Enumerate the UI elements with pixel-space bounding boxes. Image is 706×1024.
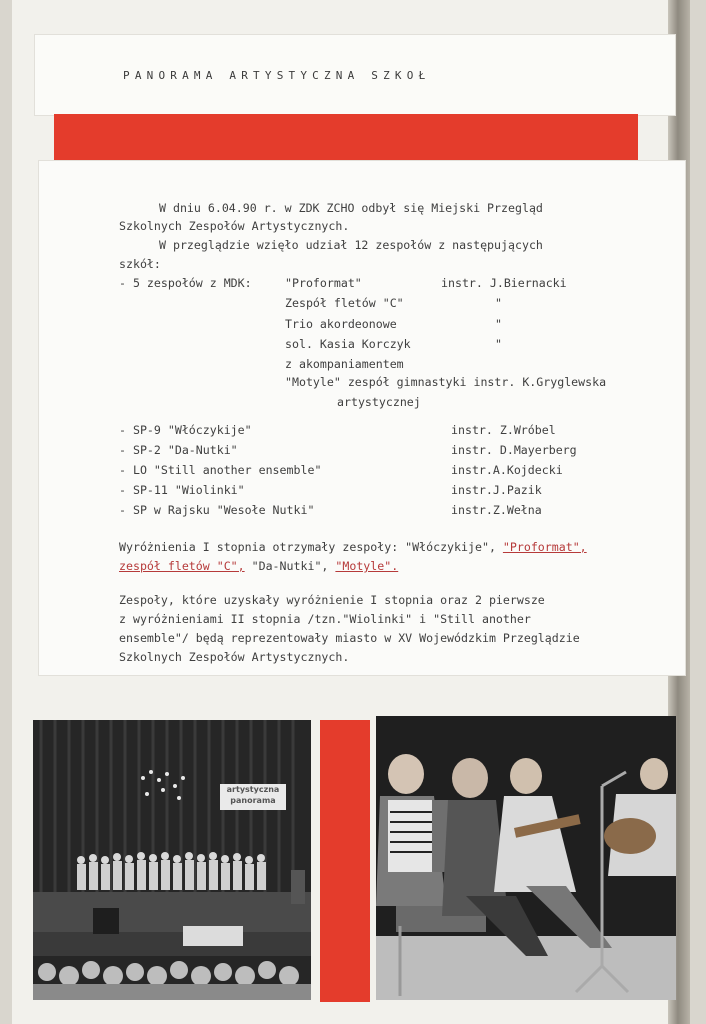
school-instr: instr. D.Mayerberg bbox=[451, 443, 577, 457]
awards-line-1 bbox=[119, 540, 587, 554]
photo-musicians bbox=[376, 716, 676, 1000]
stage-choir-image bbox=[33, 720, 311, 1000]
school-name: - SP w Rajsku "Wesołe Nutki" bbox=[119, 503, 315, 517]
typed-letter bbox=[38, 160, 686, 676]
letter-line: W przeglądzie wzięło udział 12 zespołów z następujących bbox=[159, 238, 543, 252]
red-decorative-band bbox=[54, 114, 638, 160]
letter-line: Szkolnych Zespołów Artystycznych. bbox=[119, 650, 350, 664]
page-title: PANORAMA ARTYSTYCZNA SZKOŁ bbox=[123, 69, 431, 82]
mdk-group-name: artystycznej bbox=[337, 395, 421, 409]
school-name: - LO "Still another ensemble" bbox=[119, 463, 322, 477]
awards-underlined: "Motyle". bbox=[335, 559, 399, 573]
letter-line: szkół: bbox=[119, 257, 161, 271]
mdk-group-name: sol. Kasia Korczyk bbox=[285, 337, 411, 351]
artystyczna-panorama-sign bbox=[220, 784, 286, 810]
sign-line-2: panorama bbox=[230, 796, 276, 805]
school-instr: instr. Z.Wróbel bbox=[451, 423, 556, 437]
school-name: - SP-9 "Włóczykije" bbox=[119, 423, 252, 437]
photo-stage-choir bbox=[33, 720, 311, 1000]
ditto-mark: " bbox=[495, 317, 502, 331]
ditto-mark: " bbox=[495, 337, 502, 351]
letter-line: Zespoły, które uzyskały wyróżnienie I stopnia oraz 2 pierwsze bbox=[119, 593, 545, 607]
letter-line: W dniu 6.04.90 r. w ZDK ZCHO odbył się Miejski Przegląd bbox=[159, 201, 543, 215]
mdk-group-instr: instr. J.Biernacki bbox=[441, 276, 567, 290]
awards-underlined: "Proformat", bbox=[502, 540, 587, 554]
letter-line: Szkolnych Zespołów Artystycznych. bbox=[119, 219, 350, 233]
school-name: - SP-11 "Wiolinki" bbox=[119, 483, 245, 497]
letter-line: z wyróżnieniami II stopnia /tzn."Wiolinki" i "Still another bbox=[119, 612, 531, 626]
mdk-group-name: z akompaniamentem bbox=[285, 357, 404, 371]
mdk-group-name: Trio akordeonowe bbox=[285, 317, 397, 331]
awards-text: "Da-Nutki", bbox=[244, 559, 336, 573]
mdk-group-name: Zespół fletów "C" bbox=[285, 296, 404, 310]
ditto-mark: " bbox=[495, 296, 502, 310]
mdk-group-name: "Proformat" bbox=[285, 276, 362, 290]
red-decorative-strip bbox=[320, 720, 370, 1002]
mdk-group-name: "Motyle" zespół gimnastyki instr. K.Gryglewska bbox=[285, 375, 607, 389]
awards-text: Wyróżnienia I stopnia otrzymały zespoły: "Włóczykije", bbox=[119, 540, 503, 554]
awards-underlined: zespół fletów "C", bbox=[119, 559, 245, 573]
school-instr: instr.J.Pazik bbox=[451, 483, 542, 497]
header-sheet bbox=[34, 34, 676, 116]
school-name: - SP-2 "Da-Nutki" bbox=[119, 443, 238, 457]
letter-line: ensemble"/ będą reprezentowały miasto w XV Wojewódzkim Przeglądzie bbox=[119, 631, 580, 645]
awards-line-2 bbox=[119, 559, 398, 573]
school-instr: instr.A.Kojdecki bbox=[451, 463, 563, 477]
school-instr: instr.Z.Wełna bbox=[451, 503, 542, 517]
sign-line-1: artystyczna bbox=[226, 785, 280, 794]
mdk-lead: - 5 zespołów z MDK: bbox=[119, 276, 252, 290]
musicians-image bbox=[376, 716, 676, 1000]
